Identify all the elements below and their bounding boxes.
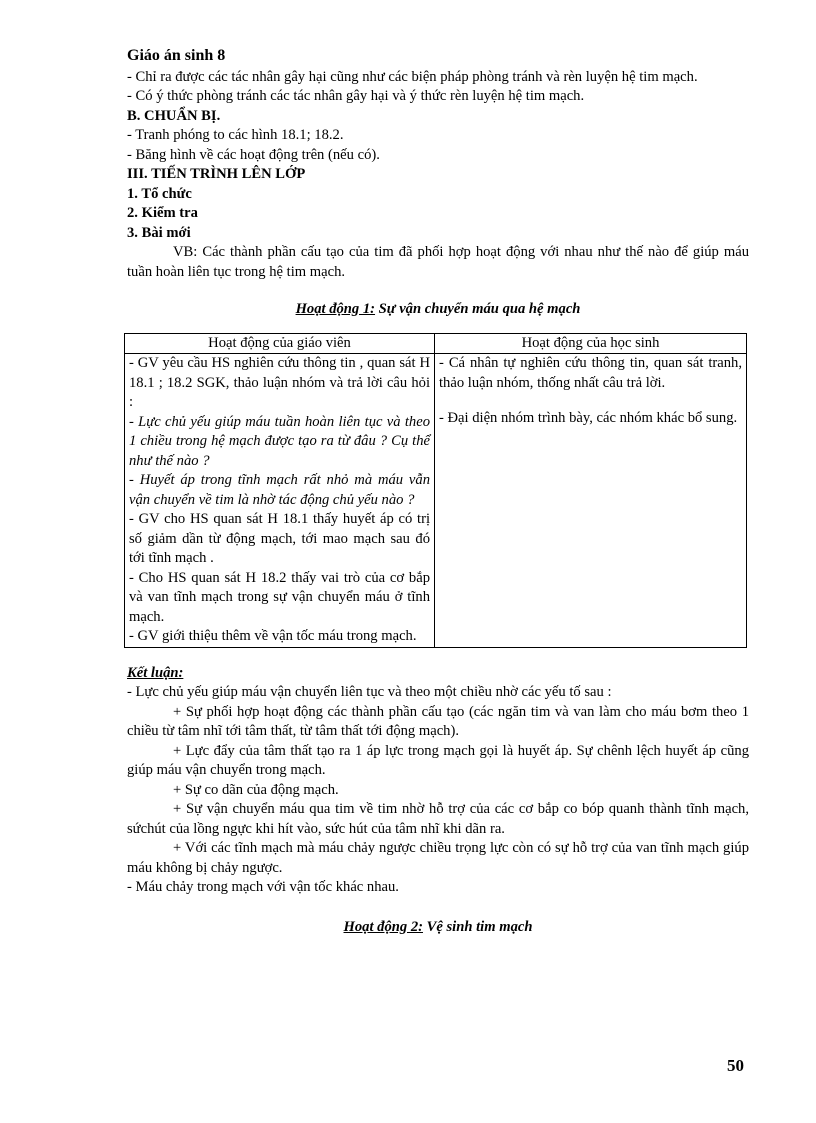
column-header-student: Hoạt động của học sinh bbox=[435, 333, 747, 354]
teacher-activities-cell bbox=[125, 354, 435, 648]
conclusion-point: + Sự co dãn của động mạch. bbox=[173, 781, 339, 798]
conclusion-point: + Lực đẩy của tâm thất tạo ra 1 áp lực trong mạch gọi là huyết áp. Sự chênh lệch huyết áp cũng giúp máu vận chuyển trong mạch. bbox=[127, 742, 749, 778]
activity-2-heading bbox=[127, 918, 749, 938]
teacher-question: - Lực chủ yếu giúp máu tuần hoàn liên tục và theo 1 chiều trong hệ mạch được tạo ra từ đâu ? Cụ thể như thế nào ? bbox=[129, 413, 430, 469]
activity-1-heading bbox=[127, 300, 749, 320]
conclusion-heading: Kết luận: bbox=[127, 664, 184, 681]
step-heading: 1. Tổ chức bbox=[127, 185, 192, 202]
activity-2-label: Hoạt động 2: bbox=[343, 918, 423, 935]
activity-1-title: Sự vận chuyển máu qua hệ mạch bbox=[375, 301, 581, 317]
conclusion-point: + Với các tĩnh mạch mà máu chảy ngược chiều trọng lực còn có sự hỗ trợ của van tĩnh mạch giúp máu không bị chảy ngược. bbox=[127, 840, 749, 876]
conclusion-point: + Sự vận chuyển máu qua tim về tim nhờ hỗ trợ của các cơ bắp co bóp quanh thành tĩnh mạch, sứchút của lồng ngực khi hít vào, sức hút của tâm nhĩ khi dãn ra. bbox=[127, 801, 749, 837]
teacher-item: - GV yêu cầu HS nghiên cứu thông tin , quan sát H 18.1 ; 18.2 SGK, thảo luận nhóm và trả lời câu hỏi : bbox=[129, 355, 430, 410]
activity-1-label: Hoạt động 1: bbox=[295, 301, 376, 317]
intro-line: - Có ý thức phòng tránh các tác nhân gây hại và ý thức rèn luyện hệ tim mạch. bbox=[127, 88, 585, 104]
page-number: 50 bbox=[727, 1056, 744, 1075]
step-heading: 3. Bài mới bbox=[127, 224, 191, 241]
teacher-item: - GV cho HS quan sát H 18.1 thấy huyết áp có trị số giảm dần từ động mạch, tới mao mạch sau đó tới tĩnh mạch . bbox=[129, 511, 430, 566]
section-b-heading: B. CHUẨN BỊ. bbox=[127, 107, 221, 124]
student-activities-cell bbox=[435, 354, 747, 648]
spacer bbox=[439, 393, 742, 409]
conclusion-lead: - Lực chủ yếu giúp máu vận chuyển liên tục và theo một chiều nhờ các yếu tố sau : bbox=[127, 684, 612, 700]
activity-table bbox=[124, 333, 747, 648]
teacher-item: - GV giới thiệu thêm về vận tốc máu trong mạch. bbox=[129, 628, 417, 644]
section-iii-heading: III. TIẾN TRÌNH LÊN LỚP bbox=[127, 166, 306, 182]
section-b-item: - Băng hình về các hoạt động trên (nếu có). bbox=[127, 146, 380, 163]
teacher-question: - Huyết áp trong tĩnh mạch rất nhỏ mà máu vẫn vận chuyển về tim là nhờ tác động chủ yếu nào ? bbox=[129, 472, 430, 508]
vb-paragraph: VB: Các thành phần cấu tạo của tim đã phối hợp hoạt động với nhau như thế nào để giúp máu tuần hoàn liên tục trong hệ tim mạch. bbox=[127, 244, 749, 280]
document-title: Giáo án sinh 8 bbox=[127, 47, 226, 64]
step-heading: 2. Kiểm tra bbox=[127, 205, 198, 221]
section-b-item: - Tranh phóng to các hình 18.1; 18.2. bbox=[127, 127, 344, 143]
activity-2-title: Vệ sinh tim mạch bbox=[422, 918, 533, 935]
conclusion-tail: - Máu chảy trong mạch với vận tốc khác nhau. bbox=[127, 879, 399, 895]
student-item: - Cá nhân tự nghiên cứu thông tin, quan sát tranh, thảo luận nhóm, thống nhất câu trả lời. bbox=[439, 355, 742, 391]
document-page bbox=[127, 46, 749, 950]
student-item: - Đại diện nhóm trình bày, các nhóm khác bổ sung. bbox=[439, 410, 738, 426]
intro-line: - Chỉ ra được các tác nhân gây hại cũng như các biện pháp phòng tránh và rèn luyện hệ tim mạch. bbox=[127, 68, 698, 85]
teacher-item: - Cho HS quan sát H 18.2 thấy vai trò của cơ bắp và van tĩnh mạch trong sự vận chuyển máu ở tĩnh mạch. bbox=[129, 569, 430, 625]
conclusion-point: + Sự phối hợp hoạt động các thành phần cấu tạo (các ngăn tim và van làm cho máu bơm theo 1 chiều từ tâm nhĩ tới tâm thất, từ tâm thất tới động mạch). bbox=[127, 703, 749, 739]
column-header-teacher: Hoạt động của giáo viên bbox=[125, 333, 435, 354]
